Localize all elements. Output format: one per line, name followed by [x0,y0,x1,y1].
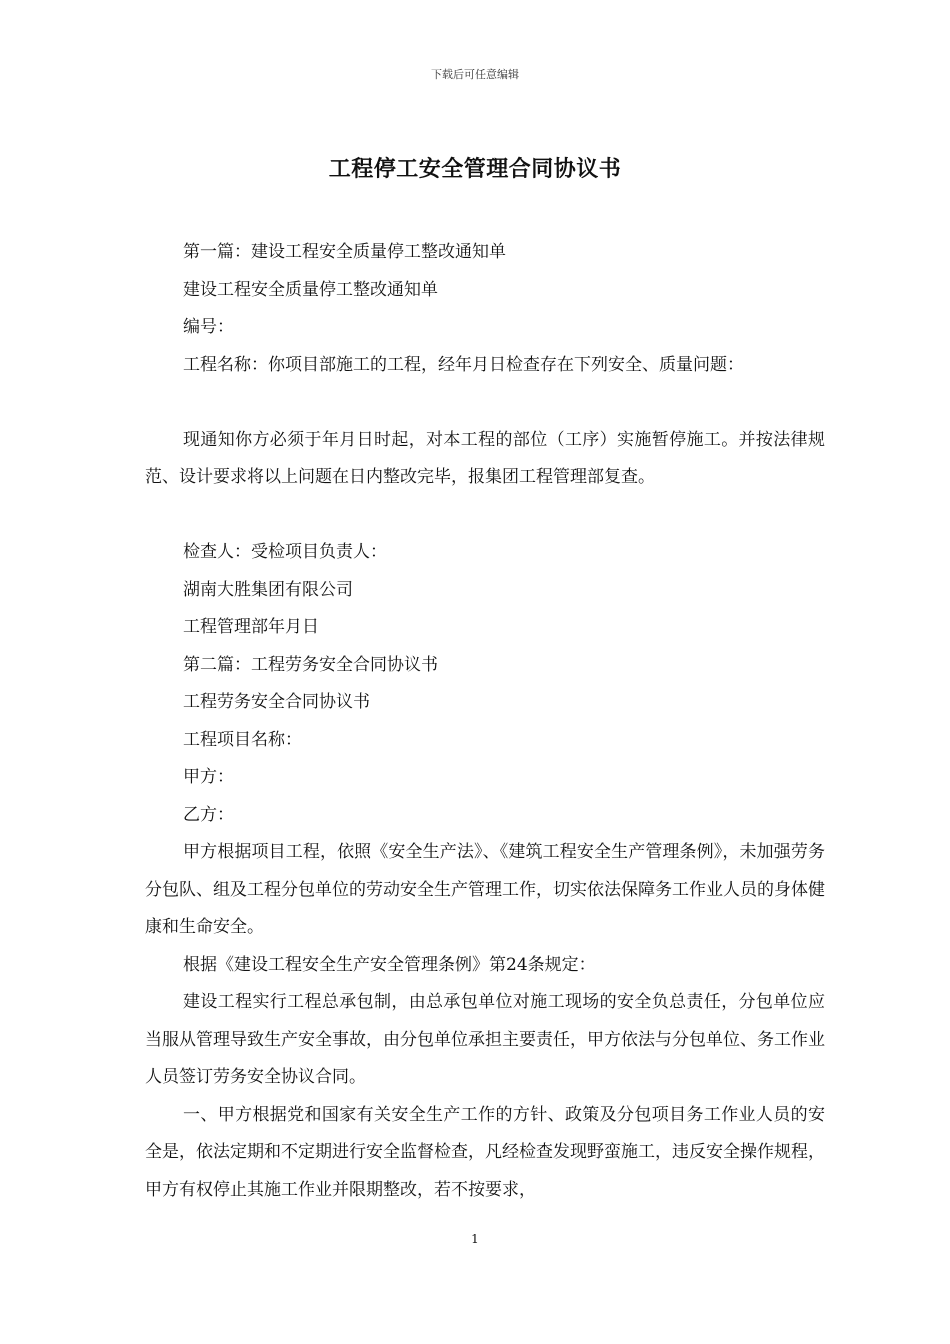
blank-line [145,384,825,422]
document-title: 工程停工安全管理合同协议书 [328,156,622,182]
paragraph-inspector: 检查人：受检项目负责人： [183,542,387,562]
paragraph-clause-one: 一、甲方根据党和国家有关安全生产工作的方针、政策及分包项目务工作业人员的安全是，依法定期和不定期进行安全监督检查，凡经检查发现野蛮施工，违反安全操作规程，甲方有权停止其施工作业并限期整改，若不按要求， [145,1104,825,1200]
paragraph-basis: 甲方根据项目工程，依照《安全生产法》、《建筑工程安全生产管理条例》，未加强劳务分包队、组及工程分包单位的劳动安全生产管理工作，切实依法保障务工作业人员的身体健康和生命安全。 [145,842,825,937]
paragraph-party-b: 乙方： [183,804,234,825]
paragraph-agreement-title: 工程劳务安全合同协议书 [183,692,370,712]
paragraph-contracting: 建设工程实行工程总承包制，由总承包单位对施工现场的安全负总责任，分包单位应当服从管理导致生产安全事故，由分包单位承担主要责任，甲方依法与分包单位、务工作业人员签订劳务安全协议合同。 [145,992,825,1087]
page-number: 1 [471,1232,479,1246]
paragraph-notice-title: 建设工程安全质量停工整改通知单 [183,279,438,300]
document-body [145,234,825,1209]
paragraph-project-name: 工程名称：你项目部施工的工程，经年月日检查存在下列安全、质量问题： [183,354,744,375]
paragraph-company: 湖南大胜集团有限公司 [183,579,353,600]
paragraph-department-date: 工程管理部年月日 [183,617,319,637]
paragraph-project-item-name: 工程项目名称： [183,729,302,750]
blank-line [145,497,825,535]
paragraph-part2-heading: 第二篇：工程劳务安全合同协议书 [183,654,438,675]
paragraph-number: 编号： [183,317,234,337]
paragraph-party-a: 甲方： [183,767,234,787]
header-note: 下载后可任意编辑 [431,68,519,81]
paragraph-notice-body: 现通知你方必须于年月日时起，对本工程的部位（工序）实施暂停施工。并按法律规范、设计要求将以上问题在日内整改完毕，报集团工程管理部复查。 [145,429,825,487]
paragraph-part1-heading: 第一篇：建设工程安全质量停工整改通知单 [183,242,506,262]
paragraph-regulation: 根据《建设工程安全生产安全管理条例》第24条规定： [183,954,596,975]
